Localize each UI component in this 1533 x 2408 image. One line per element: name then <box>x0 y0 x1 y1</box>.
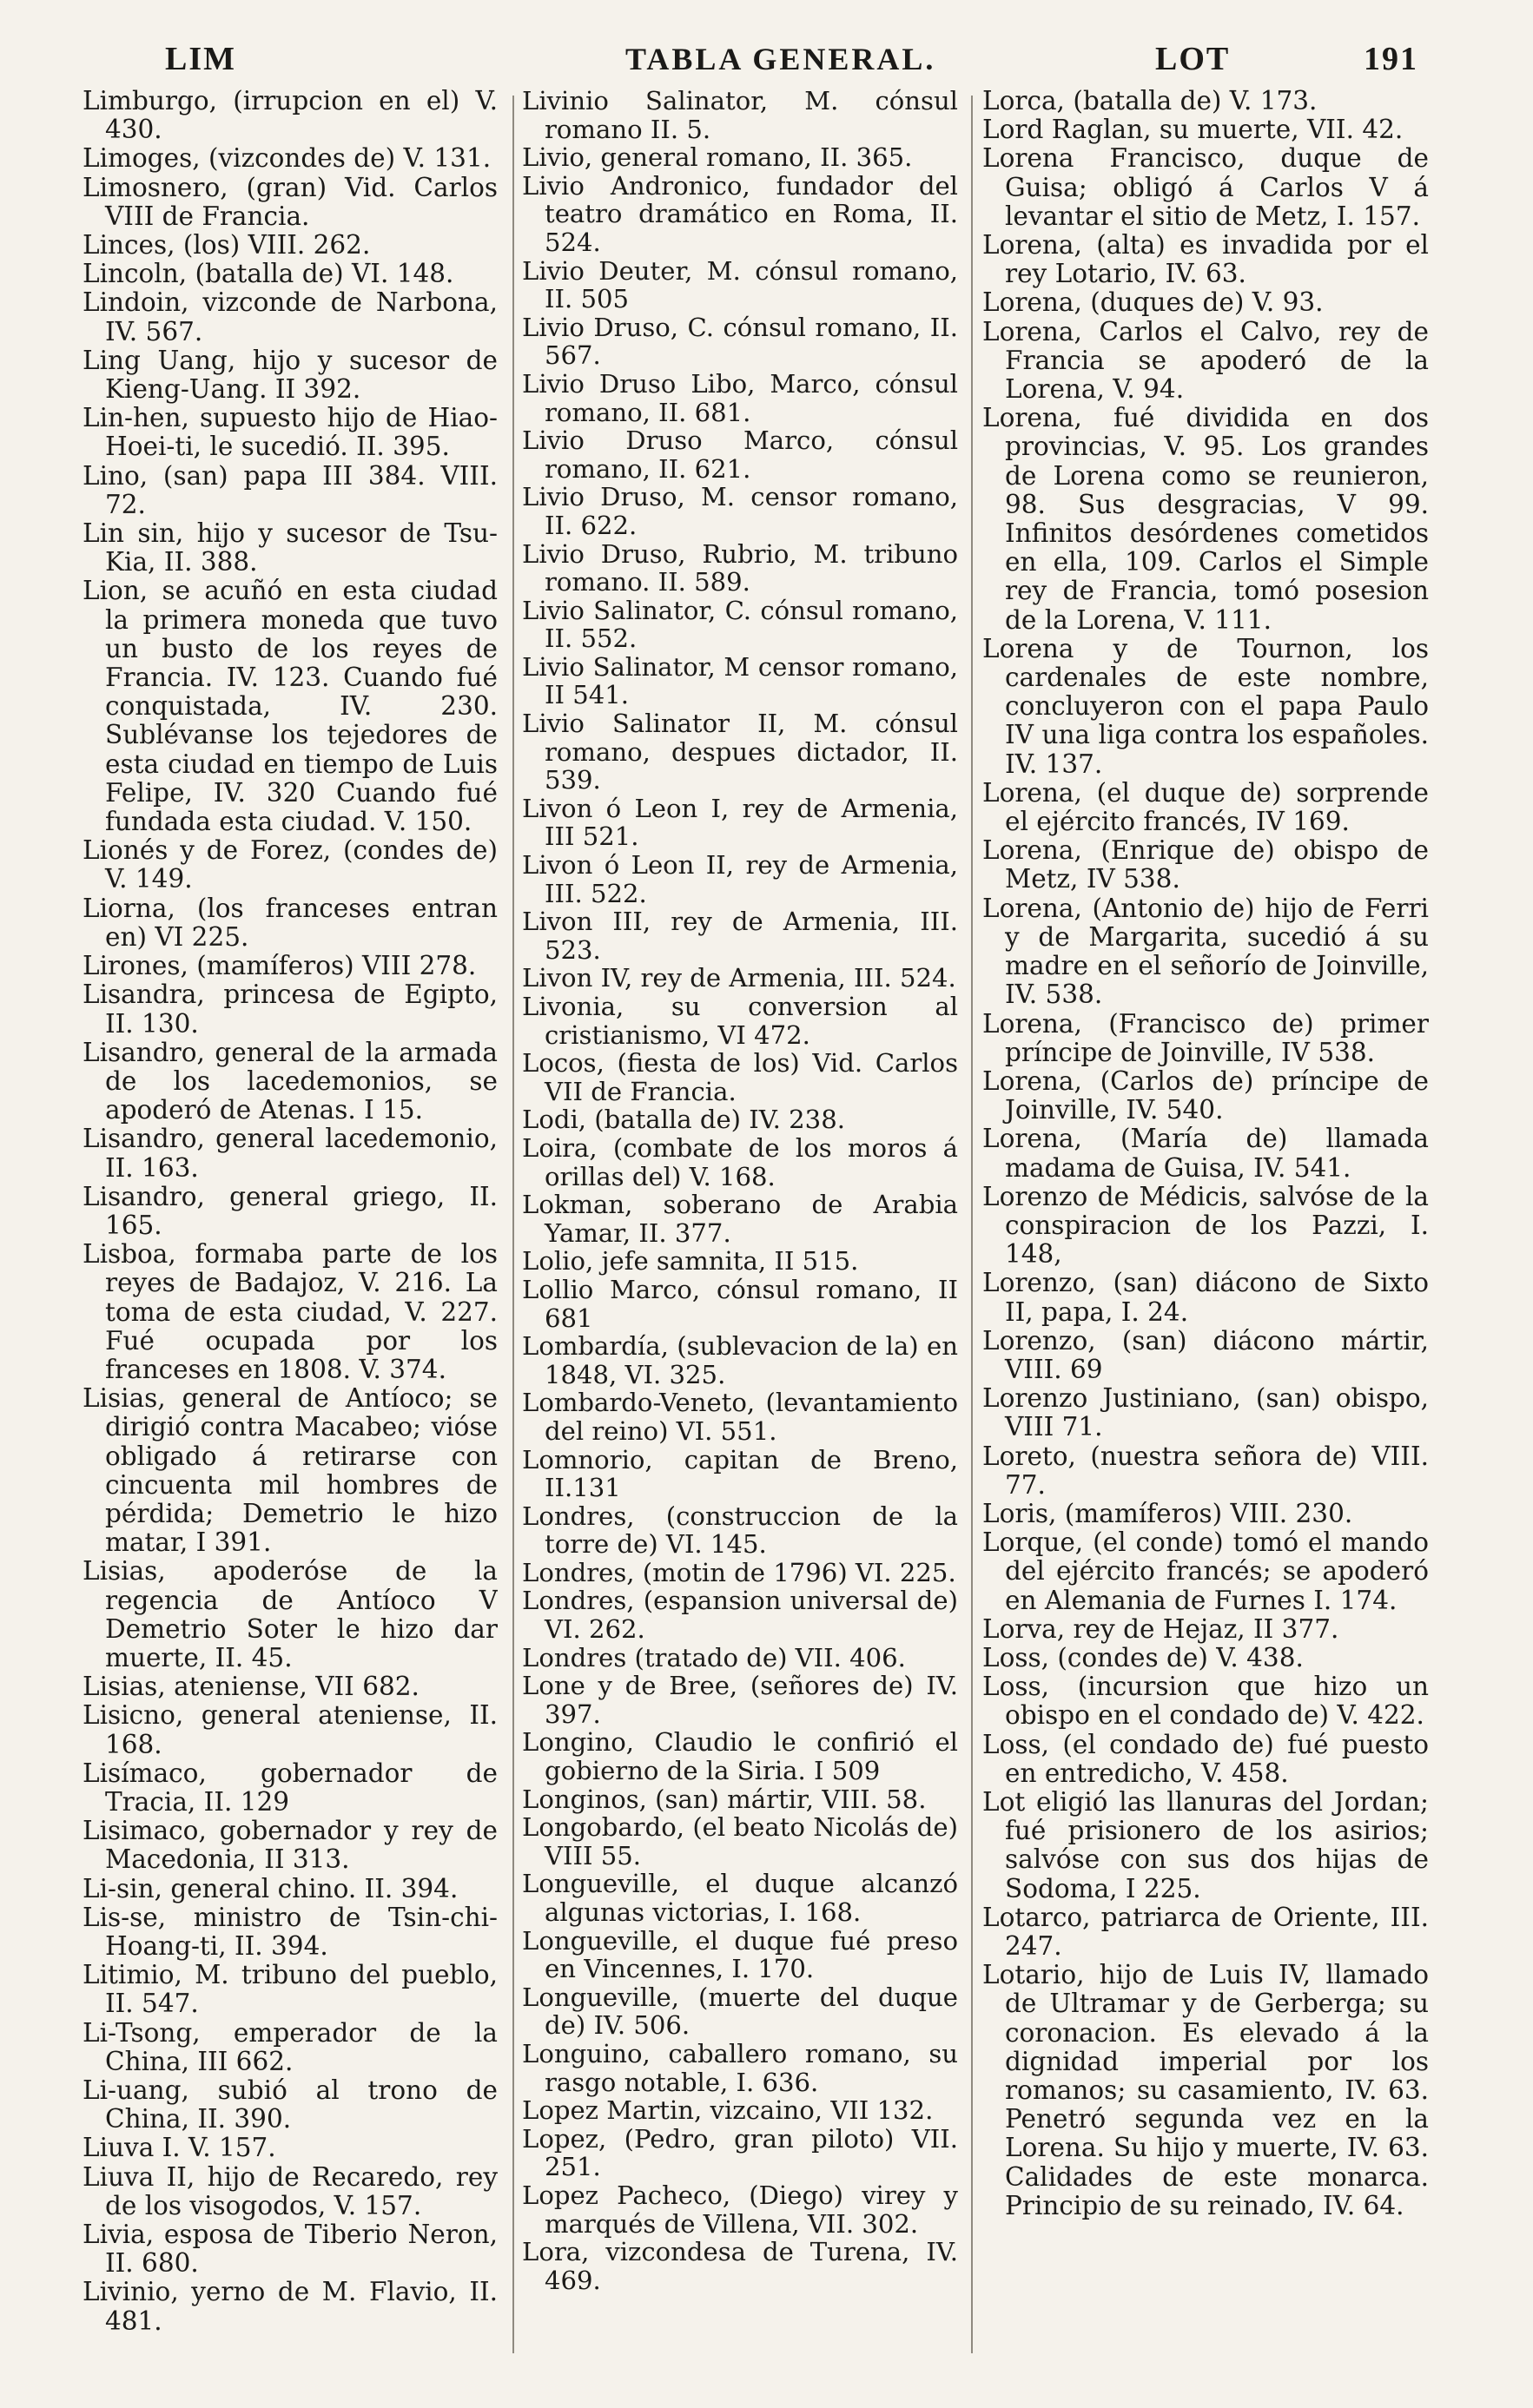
index-entry: Livinio Salinator, M. cónsul romano II. 5. <box>522 87 958 144</box>
index-entry: Li-sin, general chino. II. 394. <box>83 1873 459 1903</box>
index-entry: Livio Druso Marco, cónsul romano, II. 621. <box>522 426 958 484</box>
index-entry: Longueville, (muerte del duque de) IV. 506. <box>522 1982 958 2041</box>
index-entry: Lisboa, formaba parte de los reyes de Badajoz, V. 216. La toma de esta ciudad, V. 227. Fué ocupada por los franceses en 1808. V. 374. <box>83 1239 498 1384</box>
index-entry: Lisímaco, gobernador de Tracia, II. 129 <box>83 1758 498 1817</box>
index-entry: Lodi, (batalla de) IV. 238. <box>522 1105 845 1135</box>
index-entry: Lone y de Bree, (señores de) IV. 397. <box>522 1671 958 1729</box>
index-entry: Lion, se acuñó en esta ciudad la primera moneda que tuvo un busto de los reyes de Francia. IV. 123. Cuando fué conquistada, IV. 230. Sublévanse los tejedores de esta ciudad en tiempo de Luis Felipe, IV. 320 Cuando fué fundada esta ciudad. V. 150. <box>83 576 498 837</box>
index-entry: Lorena, (Enrique de) obispo de Metz, IV 538. <box>982 835 1429 894</box>
index-entry: Lolio, jefe samnita, II 515. <box>522 1246 859 1277</box>
index-entry: Lirones, (mamíferos) VIII 278. <box>83 951 477 981</box>
index-entry: Ling Uang, hijo y sucesor de Kieng-Uang. II 392. <box>83 345 498 405</box>
running-header <box>78 33 1468 85</box>
index-entry: Livio Druso Libo, Marco, cónsul romano, II. 681. <box>522 368 958 427</box>
index-entry: Livio Andronico, fundador del teatro dramático en Roma, II. 524. <box>522 170 958 257</box>
index-entry: Lis-se, ministro de Tsin-chi-Hoang-ti, II. 394. <box>83 1902 498 1961</box>
index-entry: Locos, (fiesta de los) Vid. Carlos VII de Francia. <box>522 1048 958 1106</box>
index-entry: Livon III, rey de Armenia, III. 523. <box>522 907 958 965</box>
index-entry: Lorena, fué dividida en dos provincias, V. 95. Los grandes de Lorena como se reunieron, 98. Sus desgracias, V 99. Infinitos desórdenes cometidos en ella, 109. Carlos el Simple rey de Francia, tomó posesion de la Lorena, V. 111. <box>982 403 1429 635</box>
index-entry: Londres, (construccion de la torre de) VI. 145. <box>522 1501 958 1560</box>
index-entry: Liuva II, hijo de Recaredo, rey de los visogodos, V. 157. <box>83 2161 498 2220</box>
index-entry: Linces, (los) VIII. 262. <box>83 230 371 261</box>
header-right-catchword: LOT <box>1155 41 1231 77</box>
index-entry: Longueville, el duque fué preso en Vincennes, I. 170. <box>522 1925 958 1984</box>
index-entry: Livia, esposa de Tiberio Neron, II. 680. <box>83 2220 498 2279</box>
header-left-catchword: LIM <box>165 41 236 77</box>
index-column-2 <box>522 87 958 2371</box>
index-entry: Li-uang, subió al trono de China, II. 390. <box>83 2075 498 2134</box>
index-entry: Lisandro, general griego, II. 165. <box>83 1181 498 1240</box>
index-entry: Lotarco, patriarca de Oriente, III. 247. <box>982 1902 1429 1961</box>
index-entry: Livonia, su conversion al cristianismo, VI 472. <box>522 992 958 1050</box>
index-entry: Longinos, (san) mártir, VIII. 58. <box>522 1784 927 1814</box>
index-entry: Lorena, (el duque de) sorprende el ejército francés, IV 169. <box>982 777 1429 837</box>
index-entry: Lin-hen, supuesto hijo de Hiao-Hoei-ti, le sucedió. II. 395. <box>83 403 498 462</box>
index-entry: Livon ó Leon I, rey de Armenia, III 521. <box>522 793 958 852</box>
index-entry: Livio Deuter, M. cónsul romano, II. 505 <box>522 255 958 314</box>
index-entry: Lisandro, general de la armada de los lacedemonios, se apoderó de Atenas. I 15. <box>83 1037 498 1125</box>
index-entry: Lorena y de Tournon, los cardenales de este nombre, concluyeron con el papa Paulo IV una liga contra los españoles. IV. 137. <box>982 633 1429 779</box>
index-entry: Lomnorio, capitan de Breno, II.131 <box>522 1444 958 1503</box>
index-entry: Lorena, (Antonio de) hijo de Ferri y de Margarita, sucedió á su madre en el señorío de Joinville, IV. 538. <box>982 893 1429 1010</box>
index-entry: Lorenzo de Médicis, salvóse de la conspiracion de los Pazzi, I. 148, <box>982 1181 1429 1270</box>
index-entry: Liuva I. V. 157. <box>83 2133 276 2163</box>
index-entry: Lopez Pacheco, (Diego) virey y marqués de Villena, VII. 302. <box>522 2180 958 2239</box>
index-entry: Lollio Marco, cónsul romano, II 681 <box>522 1274 958 1333</box>
index-entry: Lotario, hijo de Luis IV, llamado de Ultramar y de Gerberga; su coronacion. Es elevado á la dignidad imperial por los romanos; su casamiento, IV. 63. Penetró segunda vez en la Lorena. Su hijo y muerte, IV. 63. Calidades de este monarca. Principio de su reinado, IV. 64. <box>982 1960 1429 2220</box>
index-entry: Lisias, ateniense, VII 682. <box>83 1672 420 1702</box>
index-entry: Lino, (san) papa III 384. VIII. 72. <box>83 460 498 519</box>
index-entry: Livon ó Leon II, rey de Armenia, III. 522. <box>522 850 958 908</box>
index-entry: Lora, vizcondesa de Turena, IV. 469. <box>522 2237 958 2295</box>
index-entry: Lorva, rey de Hejaz, II 377. <box>982 1613 1339 1644</box>
index-entry: Lorca, (batalla de) V. 173. <box>982 87 1318 115</box>
index-entry: Lionés y de Forez, (condes de) V. 149. <box>83 835 498 894</box>
index-entry: Lisias, general de Antíoco; se dirigió contra Macabeo; vióse obligado á retirarse con cincuenta mil hombres de pérdida; Demetrio le hizo matar, I 391. <box>83 1383 498 1558</box>
index-entry: Lincoln, (batalla de) VI. 148. <box>83 259 454 289</box>
index-entry: Londres, (motin de 1796) VI. 225. <box>522 1557 956 1587</box>
index-entry: Lorque, (el conde) tomó el mando del ejército francés; se apoderó en Alemania de Furnes I. 174. <box>982 1527 1429 1615</box>
index-entry: Lopez Martin, vizcaino, VII 132. <box>522 2095 934 2126</box>
index-entry: Lombardía, (sublevacion de la) en 1848, VI. 325. <box>522 1331 958 1389</box>
index-entry: Lisandra, princesa de Egipto, II. 130. <box>83 980 498 1039</box>
index-entry: Livio Salinator II, M. cónsul romano, despues dictador, II. 539. <box>522 709 958 795</box>
page-number: 191 <box>1364 41 1418 77</box>
index-entry: Lorena, (Carlos de) príncipe de Joinville, IV. 540. <box>982 1065 1429 1125</box>
index-entry: Lorena, (Francisco de) primer príncipe de Joinville, IV 538. <box>982 1008 1429 1067</box>
index-entry: Lisandro, general lacedemonio, II. 163. <box>83 1124 498 1183</box>
index-entry: Lorena Francisco, duque de Guisa; obligó á Carlos V á levantar el sitio de Metz, I. 157. <box>982 143 1429 231</box>
index-entry: Limburgo, (irrupcion en el) V. 430. <box>83 87 498 145</box>
index-columns <box>83 87 1524 2379</box>
index-column-3 <box>982 87 1429 2371</box>
index-entry: Lorenzo, (san) diácono mártir, VIII. 69 <box>982 1325 1429 1384</box>
index-entry: Longino, Claudio le confirió el gobierno de la Siria. I 509 <box>522 1727 958 1786</box>
index-entry: Limosnero, (gran) Vid. Carlos VIII de Francia. <box>83 172 498 231</box>
index-entry: Longobardo, (el beato Nicolás de) VIII 55. <box>522 1812 958 1870</box>
index-entry: Loss, (condes de) V. 438. <box>982 1642 1304 1672</box>
index-entry: Livio, general romano, II. 365. <box>522 142 913 173</box>
index-entry: Lorenzo Justiniano, (san) obispo, VIII 71. <box>982 1383 1429 1442</box>
index-entry: Loris, (mamíferos) VIII. 230. <box>982 1498 1353 1528</box>
index-entry: Lisias, apoderóse de la regencia de Antíoco V Demetrio Soter le hizo dar muerte, II. 45. <box>83 1556 498 1672</box>
index-entry: Livio Salinator, C. cónsul romano, II. 552. <box>522 595 958 654</box>
index-entry: Livio Druso, Rubrio, M. tribuno romano. II. 589. <box>522 538 958 597</box>
index-entry: Lindoin, vizconde de Narbona, IV. 567. <box>83 287 498 346</box>
index-entry: Lisicno, general ateniense, II. 168. <box>83 1700 498 1759</box>
index-entry: Lopez, (Pedro, gran piloto) VII. 251. <box>522 2123 958 2182</box>
index-entry: Lorena, (María de) llamada madama de Guisa, IV. 541. <box>982 1124 1429 1183</box>
index-entry: Londres (tratado de) VII. 406. <box>522 1642 906 1672</box>
index-entry: Lorena, (duques de) V. 93. <box>982 287 1324 318</box>
index-entry: Lokman, soberano de Arabia Yamar, II. 377. <box>522 1190 958 1248</box>
index-entry: Liorna, (los franceses entran en) VI 225. <box>83 893 498 952</box>
index-entry: Litimio, M. tribuno del pueblo, II. 547. <box>83 1960 498 2019</box>
index-entry: Loira, (combate de los moros á orillas del) V. 168. <box>522 1132 958 1191</box>
index-entry: Lorena, (alta) es invadida por el rey Lotario, IV. 63. <box>982 230 1429 289</box>
index-entry: Livio Salinator, M censor romano, II 541. <box>522 651 958 710</box>
index-entry: Loss, (incursion que hizo un obispo en el condado de) V. 422. <box>982 1672 1429 1731</box>
index-entry: Li-Tsong, emperador de la China, III 662. <box>83 2017 498 2076</box>
index-entry: Lombardo-Veneto, (levantamiento del reino) VI. 551. <box>522 1388 958 1446</box>
index-entry: Lisimaco, gobernador y rey de Macedonia, II 313. <box>83 1816 498 1875</box>
index-entry: Longueville, el duque alcanzó algunas victorias, I. 168. <box>522 1869 958 1927</box>
index-entry: Lot eligió las llanuras del Jordan; fué prisionero de los asirios; salvóse con sus dos hijas de Sodoma, I 225. <box>982 1786 1429 1903</box>
index-entry: Livio Druso, M. censor romano, II. 622. <box>522 482 958 540</box>
index-entry: Londres, (espansion universal de) VI. 262. <box>522 1586 958 1645</box>
index-entry: Lord Raglan, su muerte, VII. 42. <box>982 115 1404 145</box>
index-column-1 <box>83 87 498 2371</box>
index-entry: Livon IV, rey de Armenia, III. 524. <box>522 963 956 993</box>
index-entry: Loreto, (nuestra señora de) VIII. 77. <box>982 1441 1429 1500</box>
index-entry: Longuino, caballero romano, su rasgo notable, I. 636. <box>522 2038 958 2097</box>
index-entry: Livinio, yerno de M. Flavio, II. 481. <box>83 2277 498 2336</box>
index-entry: Limoges, (vizcondes de) V. 131. <box>83 143 492 174</box>
header-title: TABLA GENERAL. <box>625 42 936 76</box>
index-entry: Loss, (el condado de) fué puesto en entredicho, V. 458. <box>982 1729 1429 1788</box>
index-entry: Lorenzo, (san) diácono de Sixto II, papa, I. 24. <box>982 1268 1429 1327</box>
index-entry: Lorena, Carlos el Calvo, rey de Francia se apoderó de la Lorena, V. 94. <box>982 316 1429 405</box>
index-entry: Livio Druso, C. cónsul romano, II. 567. <box>522 312 958 371</box>
index-entry: Lin sin, hijo y sucesor de Tsu-Kia, II. 388. <box>83 518 498 577</box>
